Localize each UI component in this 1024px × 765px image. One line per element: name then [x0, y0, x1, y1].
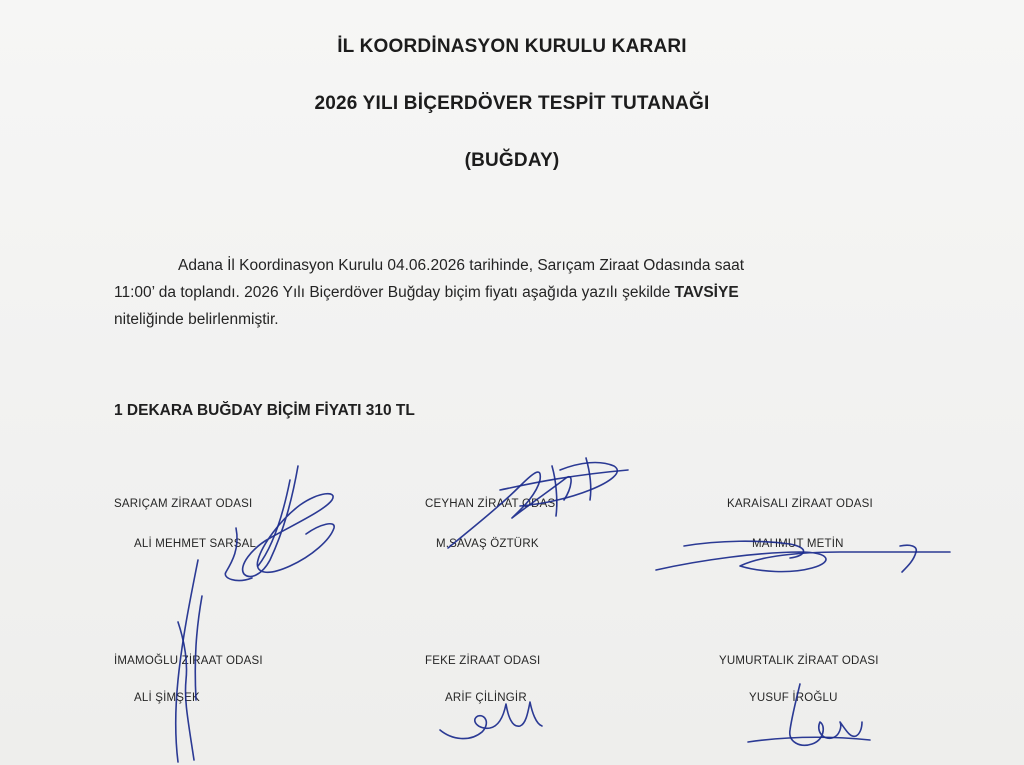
signatory-org-imamoglu: İMAMOĞLU ZİRAAT ODASI	[114, 655, 263, 667]
signatory-org-yumurtalik: YUMURTALIK ZİRAAT ODASI	[719, 655, 879, 667]
signatory-name-karaisali: MAHMUT METİN	[752, 538, 844, 550]
document-title: İL KOORDİNASYON KURULU KARARI	[337, 36, 687, 57]
signature-saricam-icon	[176, 466, 334, 762]
document-subtitle: 2026 YILI BİÇERDÖVER TESPİT TUTANAĞI	[314, 93, 710, 114]
decision-paragraph	[114, 252, 914, 333]
paragraph-line-1: Adana İl Koordinasyon Kurulu 04.06.2026 tarihinde, Sarıçam Ziraat Odasında saat	[178, 257, 745, 274]
signatory-org-ceyhan: CEYHAN ZİRAAT ODASI	[425, 498, 559, 510]
signature-feke-icon	[440, 702, 542, 739]
signatory-org-saricam: SARIÇAM ZİRAAT ODASI	[114, 498, 253, 510]
signatory-name-feke: ARİF ÇİLİNGİR	[445, 692, 527, 704]
signatory-name-yumurtalik: YUSUF İROĞLU	[749, 692, 838, 704]
paragraph-line-2-text: 11:00’ da toplandı. 2026 Yılı Biçerdöver Buğday biçim fiyatı aşağıda yazılı şekilde	[114, 284, 675, 301]
tavsiye-keyword: TAVSİYE	[674, 284, 739, 301]
signatory-org-karaisali: KARAİSALI ZİRAAT ODASI	[727, 498, 873, 510]
signatory-name-saricam: ALİ MEHMET SARSAL	[134, 538, 257, 550]
signatory-org-feke: FEKE ZİRAAT ODASI	[425, 655, 541, 667]
document-crop-label: (BUĞDAY)	[464, 150, 560, 171]
signatory-name-ceyhan: M.SAVAŞ ÖZTÜRK	[436, 538, 539, 550]
paragraph-line-2	[114, 279, 914, 306]
paragraph-line-3: niteliğinde belirlenmiştir.	[114, 311, 279, 328]
signatory-name-imamoglu: ALİ ŞİMŞEK	[134, 692, 200, 704]
harvest-price-line: 1 DEKARA BUĞDAY BİÇİM FİYATI 310 TL	[114, 402, 415, 419]
